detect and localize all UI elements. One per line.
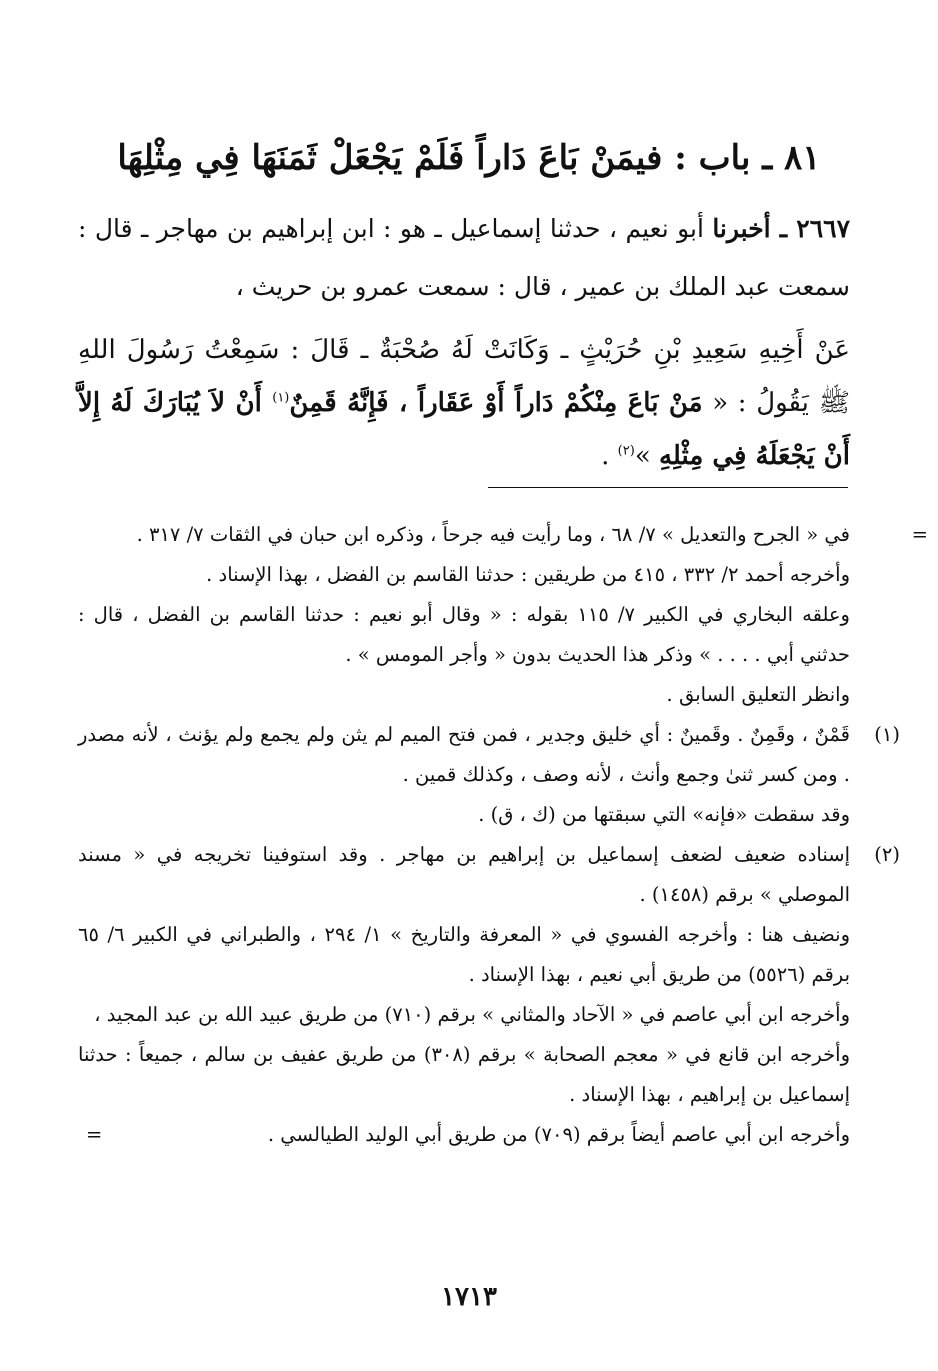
narration-intro: عَنْ أَخِيهِ سَعِيدِ بْنِ حُرَيْثٍ ـ وَكَانَتْ لَهُ صُحْبَةٌ ـ قَالَ : سَمِعْتُ رَسُولَ اللهِ ﷺ يَقُولُ : « xyxy=(78,335,850,418)
continuation-mark-top: = xyxy=(911,523,928,546)
isnad-text: أبو نعيم ، حدثنا إسماعيل ـ هو : ابن إبراهيم بن مهاجر ـ قال : سمعت عبد الملك بن عمير ، قال : سمعت عمرو بن حريث ، xyxy=(78,214,850,301)
matn-part-1: مَنْ بَاعَ مِنْكُمْ دَاراً أَوْ عَقَاراً ، فَإِنَّهُ قَمِنٌ xyxy=(289,388,703,418)
footnotes-section xyxy=(78,515,928,1155)
footnote-1-line-2 xyxy=(78,795,850,835)
footnote-text: ونضيف هنا : وأخرجه الفسوي في « المعرفة والتاريخ » ١/ ٢٩٤ ، والطبراني في الكبير ٦/ ٦٥ برقم (٥٥٢٦) من طريق أبي نعيم ، بهذا الإسناد . xyxy=(78,923,850,986)
footnote-1-number: (١) xyxy=(874,723,900,746)
chapter-title: ٨١ ـ باب : فيمَنْ بَاعَ دَاراً فَلَمْ يَجْعَلْ ثَمَنَهَا فِي مِثْلِهَا xyxy=(117,138,821,178)
footnote-ref-1: (١) xyxy=(272,390,290,406)
hadith-text xyxy=(78,200,850,483)
carry-over-text: وانظر التعليق السابق . xyxy=(666,683,850,706)
page-number: ١٧١٣ xyxy=(441,1282,497,1312)
carry-over-note-1 xyxy=(78,515,928,555)
footnote-text: إسناده ضعيف لضعف إسماعيل بن إبراهيم بن مهاجر . وقد استوفينا تخريجه في « مسند الموصلي » برقم (١٤٥٨) . xyxy=(78,843,850,906)
carry-over-note-3 xyxy=(78,595,850,675)
carry-over-text: في « الجرح والتعديل » ٧/ ٦٨ ، وما رأيت فيه جرحاً ، وذكره ابن حبان في الثقات ٧/ ٣١٧ . xyxy=(136,523,850,546)
footnote-2-line-3 xyxy=(78,995,850,1035)
footnote-2-line-4 xyxy=(78,1035,850,1115)
carry-over-note-2 xyxy=(78,555,850,595)
footnote-text: وأخرجه ابن أبي عاصم أيضاً برقم (٧٠٩) من طريق أبي الوليد الطيالسي . xyxy=(267,1123,850,1146)
end-period: . xyxy=(601,441,618,471)
carry-over-text: وأخرجه أحمد ٢/ ٣٣٢ ، ٤١٥ من طريقين : حدثنا القاسم بن الفضل ، بهذا الإسناد . xyxy=(206,563,850,586)
carry-over-text: وعلقه البخاري في الكبير ٧/ ١١٥ بقوله : « وقال أبو نعيم : حدثنا القاسم بن الفضل ، قال : حدثني أبي . . . . » وذكر هذا الحديث بدون « وأجر المومس » . xyxy=(78,603,850,666)
closing-quote: » xyxy=(634,441,659,471)
footnote-ref-2: (٢) xyxy=(617,443,635,459)
carry-over-note-4 xyxy=(78,675,850,715)
footnote-1-line-1 xyxy=(78,715,900,795)
footnote-2-line-2 xyxy=(78,915,850,995)
isnad-paragraph xyxy=(78,200,850,316)
hadith-number: ٢٦٦٧ ـ أخبرنا xyxy=(712,214,850,243)
matn-part-2: أَنْ لاَ يُبَارَكَ لَهُ إِلاَّ أَنْ يَجْعَلَهُ فِي مِثْلِهِ xyxy=(78,388,850,471)
footnote-text: قَمْنٌ ، وقَمِنٌ . وقَمينٌ : أي خليق وجدير ، فمن فتح الميم لم يثن ولم يجمع ولم يؤنث ، لأنه مصدر . ومن كسر ثنىٰ وجمع وأنث ، لأنه وصف ، وكذلك قمين . xyxy=(78,723,850,786)
footnote-text: وقد سقطت «فإنه» التي سبقتها من (ك ، ق) . xyxy=(478,803,850,826)
matn-paragraph xyxy=(78,324,850,483)
footnote-divider xyxy=(488,487,848,488)
footnote-2-number: (٢) xyxy=(874,843,900,866)
footnote-text: وأخرجه ابن قانع في « معجم الصحابة » برقم (٣٠٨) من طريق عفيف بن سالم ، جميعاً : حدثنا إسماعيل بن إبراهيم ، بهذا الإسناد . xyxy=(78,1043,850,1106)
footnote-2-line-5 xyxy=(78,1115,850,1155)
footnote-text: وأخرجه ابن أبي عاصم في « الآحاد والمثاني » برقم (٧١٠) من طريق عبيد الله بن عبد المجيد ، xyxy=(94,1003,850,1026)
footnote-2-line-1 xyxy=(78,835,900,915)
continuation-mark-bottom: = xyxy=(86,1123,103,1146)
